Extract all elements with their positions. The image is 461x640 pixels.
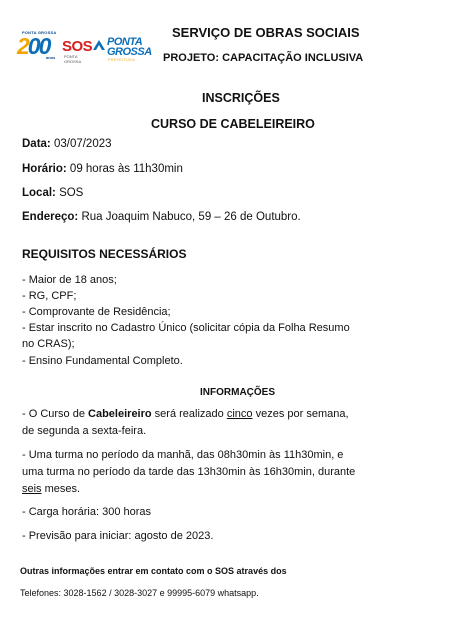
logo-pg-line1: PONTA	[107, 36, 143, 48]
info-paragraph-2-line1: - Uma turma no período da manhã, das 08h30min às 11h30min, e	[22, 449, 344, 461]
info-p1-c: será realizado	[151, 408, 227, 420]
page-title: INSCRIÇÕES	[202, 91, 280, 105]
info-paragraph-3: - Carga horária: 300 horas	[22, 506, 152, 518]
info-heading: INFORMAÇÕES	[200, 387, 275, 398]
requirement-item: no CRAS);	[22, 338, 75, 350]
logo-pg-line3: PREFEITURA	[108, 58, 136, 62]
info-p2-months: seis	[22, 483, 42, 495]
requirement-item: - Comprovante de Residência;	[22, 306, 171, 318]
logo-sos-text: SOS	[62, 38, 93, 55]
logo-pg-line2: GROSSA	[107, 46, 152, 58]
project-title: PROJETO: CAPACITAÇÃO INCLUSIVA	[163, 52, 364, 64]
logo-200-number	[17, 33, 49, 60]
info-paragraph-2-line2: uma turma no período da tarde das 13h30min às 16h30min, durante	[22, 466, 356, 478]
org-title: SERVIÇO DE OBRAS SOCIAIS	[172, 25, 360, 40]
time-label: Horário:	[22, 163, 67, 175]
footer-contact: Outras informações entrar em contato com o SOS através dos	[20, 566, 287, 576]
info-p1-e: vezes por semana,	[252, 408, 349, 420]
info-paragraph-1-line2: de segunda a sexta-feira.	[22, 425, 147, 437]
date-value: 03/07/2023	[50, 138, 112, 150]
date-line	[22, 138, 112, 150]
ponta-grossa-mark-icon	[92, 38, 106, 52]
place-label: Local:	[22, 187, 56, 199]
requirement-item: - Estar inscrito no Cadastro Único (solicitar cópia da Folha Resumo	[22, 322, 350, 334]
time-value: 09 horas às 11h30min	[66, 163, 183, 175]
info-p2-tail: meses.	[41, 483, 81, 495]
requirement-item: - Ensino Fundamental Completo.	[22, 355, 183, 367]
logo-ponta-grossa	[92, 34, 164, 64]
logo-200-top-text: PONTA GROSSA	[22, 30, 57, 35]
info-p1-count: cinco	[226, 408, 253, 420]
course-title: CURSO DE CABELEIREIRO	[151, 117, 315, 131]
logo-200-zeros: 00	[27, 33, 50, 59]
logo-sos-sub: PONTA GROSSA	[64, 54, 82, 64]
logo-200-anos-text: anos	[46, 55, 56, 60]
date-label: Data:	[22, 138, 51, 150]
logo-200-anos	[16, 30, 60, 64]
address-label: Endereço:	[22, 211, 79, 223]
info-p1-course: Cabeleireiro	[88, 408, 152, 420]
info-p1-a: - O Curso de	[22, 408, 89, 420]
logo-sos	[62, 34, 93, 64]
requirements-heading: REQUISITOS NECESSÁRIOS	[22, 247, 187, 261]
address-value: Rua Joaquim Nabuco, 59 – 26 de Outubro.	[78, 211, 301, 223]
footer-phones: Telefones: 3028-1562 / 3028-3027 e 99995-6079 whatsapp.	[20, 588, 259, 598]
logo-200-digit: 2	[17, 33, 28, 59]
place-value: SOS	[55, 187, 84, 199]
requirement-item: - RG, CPF;	[22, 290, 77, 302]
place-line	[22, 187, 83, 199]
address-line	[22, 211, 301, 223]
requirement-item: - Maior de 18 anos;	[22, 274, 117, 286]
info-paragraph-1	[22, 408, 349, 420]
info-paragraph-2-line3	[22, 483, 80, 495]
time-line	[22, 163, 183, 175]
info-paragraph-4: - Previsão para iniciar: agosto de 2023.	[22, 530, 214, 542]
logo-group	[12, 30, 162, 66]
